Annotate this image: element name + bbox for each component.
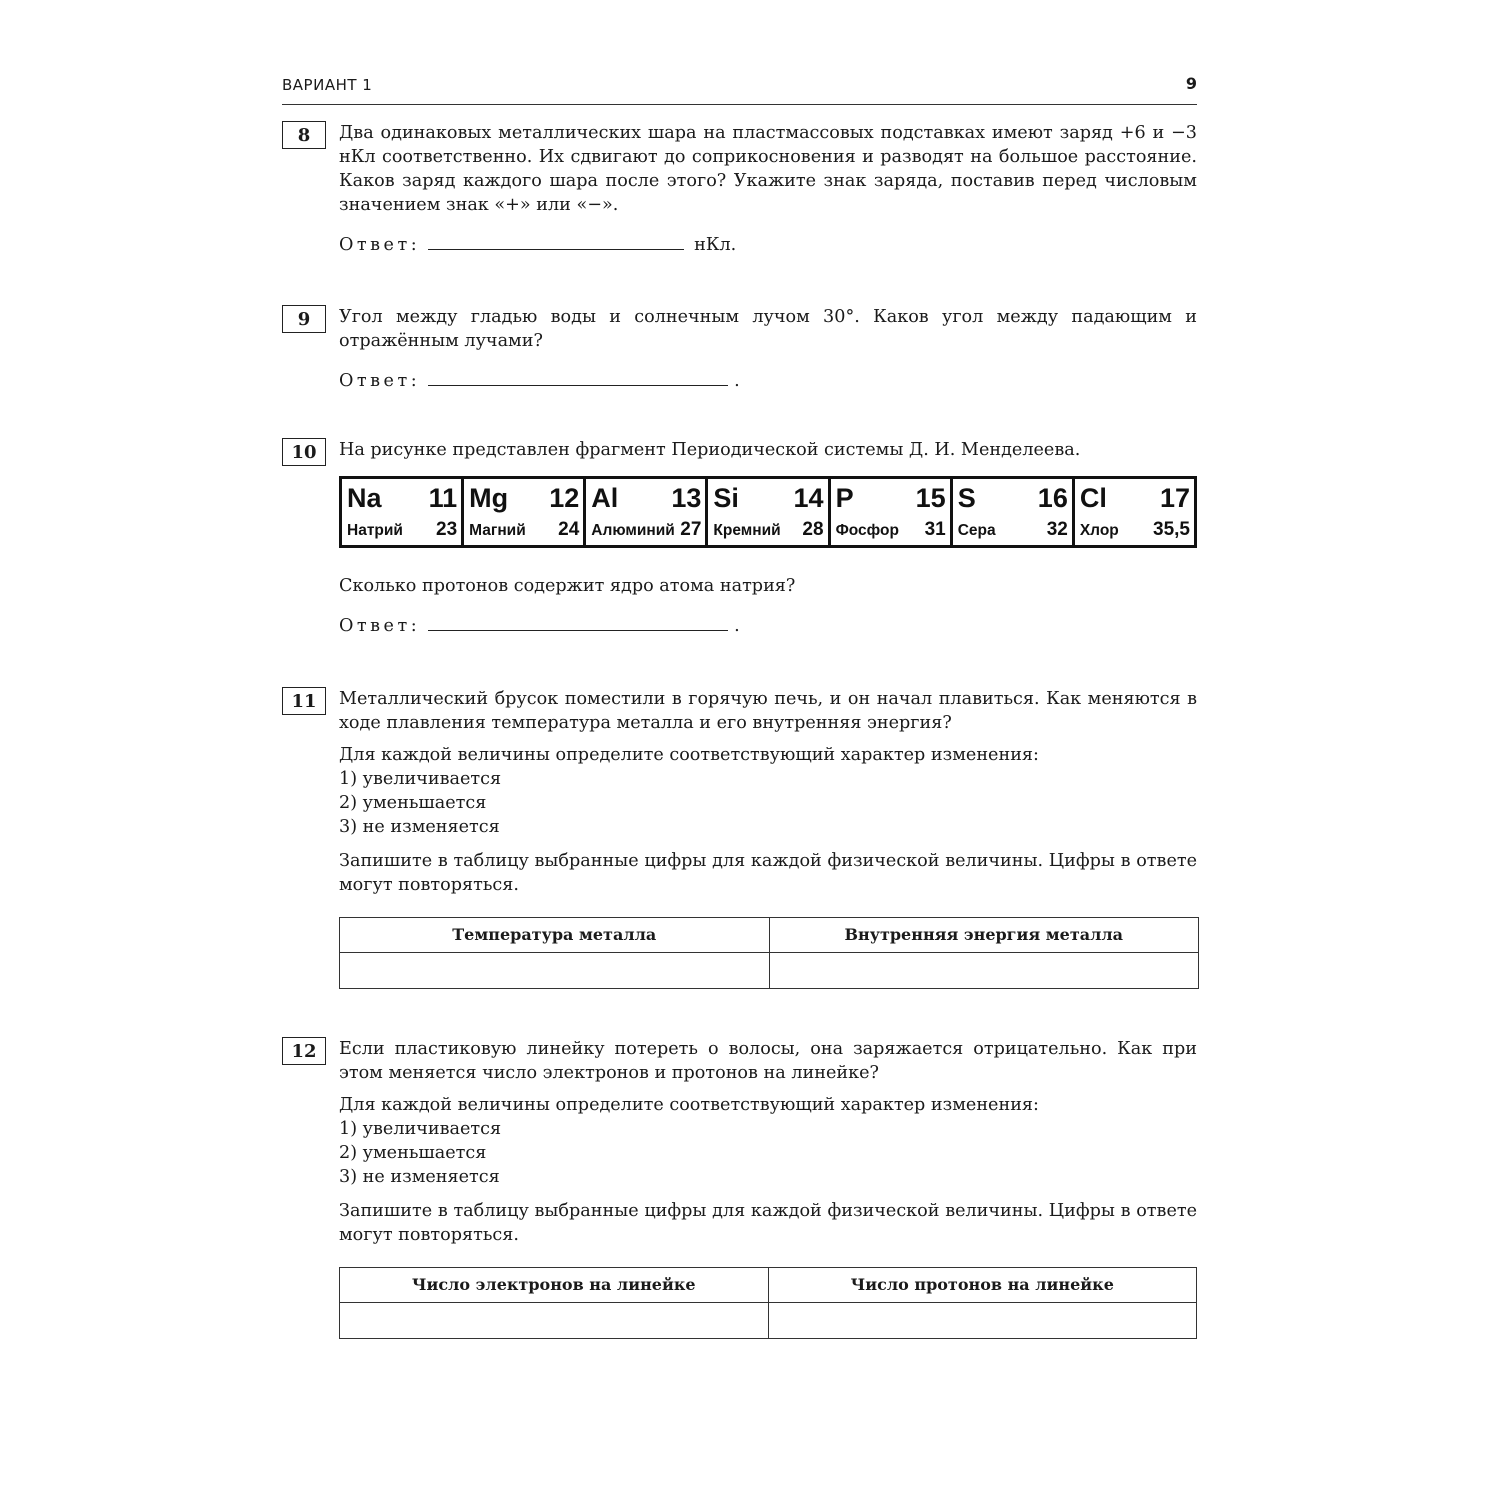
element-cell (341, 478, 463, 547)
answer-row (339, 233, 1197, 257)
element-symbol: Mg (469, 483, 509, 513)
element-name: Натрий (347, 522, 403, 539)
element-symbol: Al (591, 483, 619, 513)
task-number: 12 (282, 1037, 326, 1065)
option-item: 1) увеличивается (339, 769, 502, 789)
atomic-number: 12 (549, 483, 580, 513)
answer-label: Ответ: (339, 371, 421, 391)
atomic-number: 14 (793, 483, 824, 513)
element-symbol: S (957, 483, 976, 513)
task-number: 8 (282, 121, 326, 149)
answer-row (339, 369, 1197, 393)
task-10 (282, 438, 1200, 638)
option-item: 3) не изменяется (339, 1167, 500, 1187)
element-cell (1073, 478, 1195, 547)
task-9 (282, 305, 1200, 393)
task-8 (282, 121, 1200, 257)
task-text: Угол между гладью воды и солнечным лучом 30°. Каков угол между падающим и отражённым лучами? (339, 307, 1197, 351)
option-item: 2) уменьшается (339, 1143, 487, 1163)
table-header: Температура металла (340, 918, 770, 953)
element-name: Алюминий (591, 522, 675, 539)
option-list (339, 767, 1197, 839)
element-name: Магний (469, 522, 526, 539)
atomic-mass: 31 (924, 519, 946, 540)
answer-label: Ответ: (339, 235, 421, 255)
element-symbol: Si (713, 483, 739, 513)
atomic-number: 16 (1037, 483, 1068, 513)
element-name: Фосфор (835, 522, 899, 539)
answer-unit: . (734, 371, 740, 391)
option-item: 2) уменьшается (339, 793, 487, 813)
task-number: 9 (282, 305, 326, 333)
task-12 (282, 1037, 1200, 1339)
option-item: 1) увеличивается (339, 1119, 502, 1139)
element-cell (829, 478, 951, 547)
task-text: Два одинаковых металлических шара на пластмассовых подставках имеют заряд +6 и −3 нКл соответственно. Их сдвигают до соприкосновения и разводят на большое расстояние. Каков заряд каждого шара после этого? Укажите знак заряда, поставив перед числовым значением знак «+» или «−». (339, 123, 1197, 215)
atomic-number: 15 (915, 483, 946, 513)
element-cell (707, 478, 829, 547)
variant-label: ВАРИАНТ 1 (282, 76, 373, 94)
task-11 (282, 687, 1200, 989)
task-number: 11 (282, 687, 326, 715)
element-cell (585, 478, 707, 547)
answer-label: Ответ: (339, 616, 421, 636)
answer-cell[interactable] (340, 1303, 769, 1339)
task-number: 10 (282, 438, 326, 466)
answer-cell[interactable] (340, 953, 770, 989)
task-instruction: Для каждой величины определите соответствующий характер изменения: (339, 1095, 1039, 1115)
answer-field[interactable] (428, 373, 728, 386)
answer-unit: нКл. (694, 235, 737, 255)
element-cell (463, 478, 585, 547)
atomic-mass: 32 (1046, 519, 1068, 540)
task-text: Металлический брусок поместили в горячую печь, и он начал плавиться. Как меняются в ходе плавления температура металла и его внутренняя энергия? (339, 689, 1197, 733)
element-symbol: P (835, 483, 854, 513)
atomic-number: 17 (1159, 483, 1190, 513)
option-item: 3) не изменяется (339, 817, 500, 837)
task-record-instruction: Запишите в таблицу выбранные цифры для каждой физической величины. Цифры в ответе могут повторяться. (339, 851, 1197, 895)
answer-row (339, 614, 1197, 638)
answer-cell[interactable] (769, 953, 1199, 989)
atomic-mass: 35,5 (1153, 519, 1190, 540)
atomic-number: 13 (671, 483, 702, 513)
table-header: Число электронов на линейке (340, 1268, 769, 1303)
answer-unit: . (734, 616, 740, 636)
table-header: Число протонов на линейке (768, 1268, 1197, 1303)
atomic-mass: 27 (680, 519, 702, 540)
answer-cell[interactable] (768, 1303, 1197, 1339)
element-name: Сера (957, 522, 996, 539)
element-symbol: Na (347, 483, 382, 513)
answer-field[interactable] (428, 237, 684, 250)
answer-field[interactable] (428, 618, 728, 631)
task-question: Сколько протонов содержит ядро атома натрия? (339, 576, 796, 596)
page-number: 9 (1185, 74, 1197, 93)
task-text: Если пластиковую линейку потереть о волосы, она заряжается отрицательно. Как при этом меняется число электронов и протонов на линейке? (339, 1039, 1197, 1083)
element-symbol: Cl (1079, 483, 1107, 513)
periodic-table-fragment (339, 476, 1197, 548)
page-header (282, 72, 1197, 105)
answer-table (339, 1267, 1197, 1339)
option-list (339, 1117, 1197, 1189)
atomic-mass: 24 (558, 519, 580, 540)
atomic-mass: 28 (802, 519, 824, 540)
element-cell (951, 478, 1073, 547)
atomic-number: 11 (428, 483, 458, 513)
element-name: Кремний (713, 522, 781, 539)
table-header: Внутренняя энергия металла (769, 918, 1199, 953)
task-text: На рисунке представлен фрагмент Периодической системы Д. И. Менделеева. (339, 440, 1081, 460)
task-record-instruction: Запишите в таблицу выбранные цифры для каждой физической величины. Цифры в ответе могут повторяться. (339, 1201, 1197, 1245)
answer-table (339, 917, 1199, 989)
task-instruction: Для каждой величины определите соответствующий характер изменения: (339, 745, 1039, 765)
element-name: Хлор (1079, 522, 1119, 539)
atomic-mass: 23 (436, 519, 458, 540)
